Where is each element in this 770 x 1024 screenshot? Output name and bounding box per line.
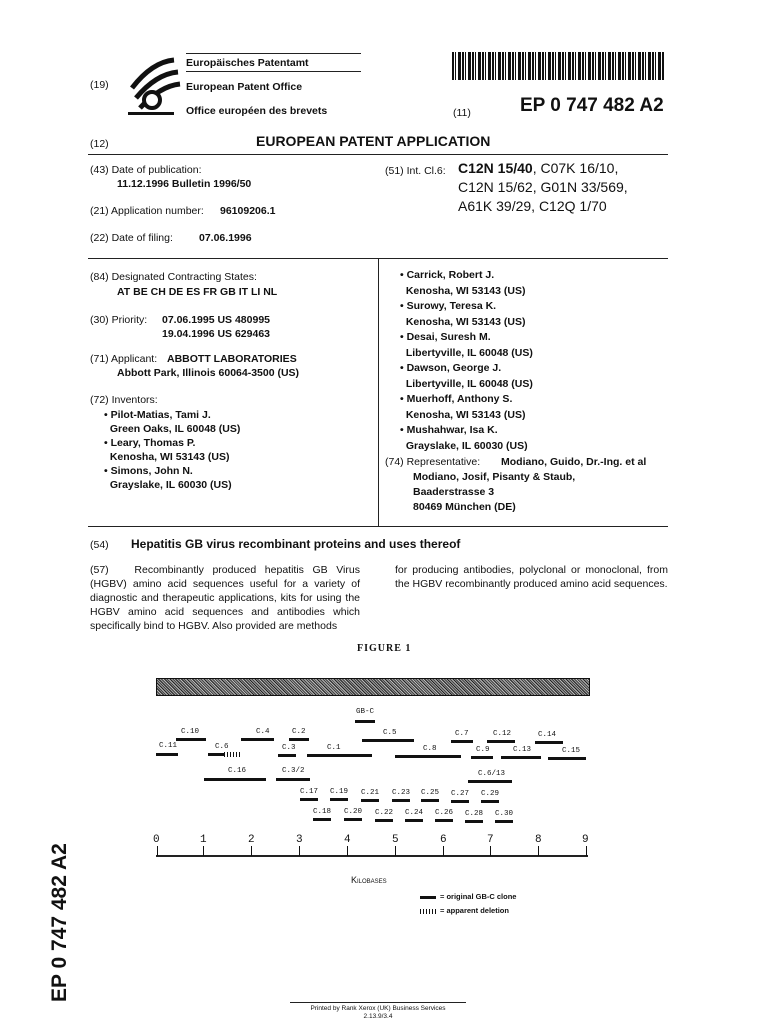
clone-bar	[468, 780, 512, 783]
footer-code: 2.13.9/3.4	[363, 1013, 393, 1020]
clone-label: C.20	[344, 808, 363, 816]
tick-label: 6	[440, 834, 447, 846]
clone-bar	[375, 819, 393, 822]
inventor-item: • Leary, Thomas P. Kenosha, WI 53143 (US)	[104, 437, 230, 463]
genome-bar	[156, 678, 590, 696]
applicant-label: (71) Applicant:	[90, 353, 158, 365]
footer	[290, 1005, 466, 1021]
inventor-item: • Surowy, Teresa K. Kenosha, WI 53143 (US)	[400, 300, 526, 328]
clone-label: C.14	[538, 731, 557, 739]
inventor-item: • Pilot-Matias, Tami J. Green Oaks, IL 60048 (US)	[104, 409, 241, 435]
footer-printer: Printed by Rank Xerox (UK) Business Services	[310, 1005, 446, 1012]
tick-label: 7	[487, 834, 494, 846]
int-cl-line2: C12N 15/62, G01N 33/569,	[458, 179, 628, 195]
clone-bar	[451, 740, 473, 743]
filing-date-value: 07.06.1996	[199, 232, 252, 244]
clone-label: C.16	[228, 767, 247, 775]
priority-label: (30) Priority:	[90, 314, 148, 326]
tick-label: 9	[582, 834, 589, 846]
clone-bar	[435, 819, 453, 822]
office-de: Europäisches Patentamt	[186, 57, 309, 69]
clone-label: C.18	[313, 808, 332, 816]
document-type: EUROPEAN PATENT APPLICATION	[256, 133, 491, 149]
legend-deletion-swatch	[420, 909, 436, 914]
gb-c-label: GB-C	[356, 708, 375, 716]
clone-bar	[208, 753, 224, 756]
inventor-item: • Desai, Suresh M. Libertyville, IL 60048 (US)	[400, 331, 533, 359]
int-cl-main: C12N 15/40	[458, 160, 533, 176]
clone-label: C.9	[476, 746, 490, 754]
axis-label: Kilobases	[351, 875, 387, 885]
tick-label: 4	[344, 834, 351, 846]
clone-label: C.12	[493, 730, 512, 738]
side-publication-number: EP 0 747 482 A2	[48, 843, 71, 1002]
abstract-col-2	[395, 563, 668, 591]
clone-label: C.29	[481, 790, 500, 798]
clone-bar	[276, 778, 310, 781]
clone-bar	[487, 740, 515, 743]
representative-line1: Modiano, Guido, Dr.-Ing. et al	[501, 456, 647, 468]
office-fr: Office européen des brevets	[186, 105, 328, 117]
tick-label: 3	[296, 834, 303, 846]
representative-label: (74) Representative:	[385, 456, 481, 468]
int-cl-line1-rest: , C07K 16/10,	[532, 160, 619, 176]
designated-states-label: (84) Designated Contracting States:	[90, 271, 257, 283]
abstract-label: (57)	[90, 564, 109, 576]
clone-label: C.5	[383, 729, 397, 737]
clone-bar	[465, 820, 483, 823]
clone-label: C.1	[327, 744, 341, 752]
inventors-label: (72) Inventors:	[90, 394, 158, 406]
clone-label: C.19	[330, 788, 349, 796]
abstract-text-1: Recombinantly produced hepatitis GB Virus (HGBV) amino acid sequences useful for a variety of diagnostic and therapeutic applications, kits for using the HGBV amino acid sequences and antibodies which specifically bind to HGBV. Also provided are methods	[90, 564, 360, 632]
barcode	[452, 52, 664, 80]
clone-label: C.2	[292, 728, 306, 736]
representative-line3: Baaderstrasse 3	[413, 486, 495, 498]
tick-label: 8	[535, 834, 542, 846]
figure-caption: FIGURE 1	[357, 643, 412, 654]
clone-label: C.15	[562, 747, 581, 755]
clone-bar	[451, 800, 469, 803]
clone-label: C.4	[256, 728, 270, 736]
office-en: European Patent Office	[186, 81, 303, 93]
clone-label: C.28	[465, 810, 484, 818]
clone-label: C.26	[435, 809, 454, 817]
clone-bar	[395, 755, 461, 758]
clone-bar	[278, 754, 296, 757]
clone-label: C.6/13	[478, 770, 506, 778]
inventors-right-list	[400, 268, 670, 454]
clone-bar	[307, 754, 372, 757]
clone-bar	[330, 798, 348, 801]
application-number-value: 96109206.1	[220, 205, 276, 217]
clone-bar	[313, 818, 331, 821]
clone-bar	[176, 738, 206, 741]
clone-label: C.3	[282, 744, 296, 752]
clone-label: C.21	[361, 789, 380, 797]
clone-bar	[471, 756, 493, 759]
legend-clone-text: = original GB-C clone	[440, 892, 517, 901]
label-12: (12)	[90, 138, 109, 150]
clone-bar	[392, 799, 410, 802]
tick-label: 0	[153, 834, 160, 846]
int-cl-label: (51) Int. Cl.6:	[385, 165, 446, 177]
clone-label: C.13	[513, 746, 532, 754]
label-19: (19)	[90, 79, 109, 91]
clone-label: C.17	[300, 788, 319, 796]
clone-bar	[548, 757, 586, 760]
clone-label: C.30	[495, 810, 514, 818]
clone-bar	[361, 799, 379, 802]
clone-bar	[501, 756, 541, 759]
applicant-address: Abbott Park, Illinois 60064-3500 (US)	[117, 367, 300, 379]
clone-bar	[241, 738, 274, 741]
clone-label: C.23	[392, 789, 411, 797]
inventor-item: • Dawson, George J. Libertyville, IL 60048 (US)	[400, 362, 533, 390]
inventor-item: • Mushahwar, Isa K. Grayslake, IL 60030 (US)	[400, 424, 528, 452]
clone-bar	[289, 738, 309, 741]
label-11: (11)	[453, 107, 471, 119]
inventor-item: • Simons, John N. Grayslake, IL 60030 (US)	[104, 465, 232, 491]
clone-bar	[405, 819, 423, 822]
int-cl-line1	[458, 160, 618, 176]
clone-label: C.11	[159, 742, 178, 750]
abstract-col-1	[90, 563, 360, 633]
publication-date-label: (43) Date of publication:	[90, 164, 202, 176]
publication-number: EP 0 747 482 A2	[520, 95, 664, 116]
clone-bar	[344, 818, 362, 821]
clone-bar	[156, 753, 178, 756]
priority-2: 19.04.1996 US 629463	[162, 328, 271, 340]
clone-label: C.8	[423, 745, 437, 753]
clone-bar	[535, 741, 563, 744]
clone-label: C.24	[405, 809, 424, 817]
tick-label: 5	[392, 834, 399, 846]
inventors-left-list	[104, 408, 364, 492]
clone-label: C.3/2	[282, 767, 305, 775]
filing-date-label: (22) Date of filing:	[90, 232, 173, 244]
epo-logo-icon	[122, 52, 182, 116]
clone-bar	[495, 820, 513, 823]
clone-label: C.10	[181, 728, 200, 736]
representative-line2: Modiano, Josif, Pisanty & Staub,	[413, 471, 576, 483]
clone-bar	[204, 778, 266, 781]
clone-bar	[481, 800, 499, 803]
invention-title: Hepatitis GB virus recombinant proteins and uses thereof	[131, 537, 461, 551]
clone-bar	[421, 799, 439, 802]
inventor-item: • Carrick, Robert J. Kenosha, WI 53143 (US)	[400, 269, 526, 297]
legend-deletion-text: = apparent deletion	[440, 906, 509, 915]
applicant-name: ABBOTT LABORATORIES	[167, 353, 297, 365]
clone-bar	[300, 798, 318, 801]
clone-label: C.25	[421, 789, 440, 797]
int-cl-line3: A61K 39/29, C12Q 1/70	[458, 198, 607, 214]
clone-label: C.27	[451, 790, 470, 798]
clone-label: C.22	[375, 809, 394, 817]
inventor-item: • Muerhoff, Anthony S. Kenosha, WI 53143 (US)	[400, 393, 526, 421]
priority-1: 07.06.1995 US 480995	[162, 314, 271, 326]
clone-bar	[362, 739, 414, 742]
clone-label: C.6	[215, 743, 229, 751]
abstract-text-2: for producing antibodies, polyclonal or monoclonal, from the HGBV recombinantly produced amino acid sequences.	[395, 564, 668, 590]
designated-states-value: AT BE CH DE ES FR GB IT LI NL	[117, 286, 278, 298]
clone-label: C.7	[455, 730, 469, 738]
title-label: (54)	[90, 539, 109, 551]
representative-line4: 80469 München (DE)	[413, 501, 516, 513]
deletion-mark	[224, 752, 242, 757]
tick-label: 1	[200, 834, 207, 846]
publication-date-value: 11.12.1996 Bulletin 1996/50	[117, 178, 252, 190]
application-number-label: (21) Application number:	[90, 205, 204, 217]
tick-label: 2	[248, 834, 255, 846]
legend-clone-swatch	[420, 896, 436, 899]
